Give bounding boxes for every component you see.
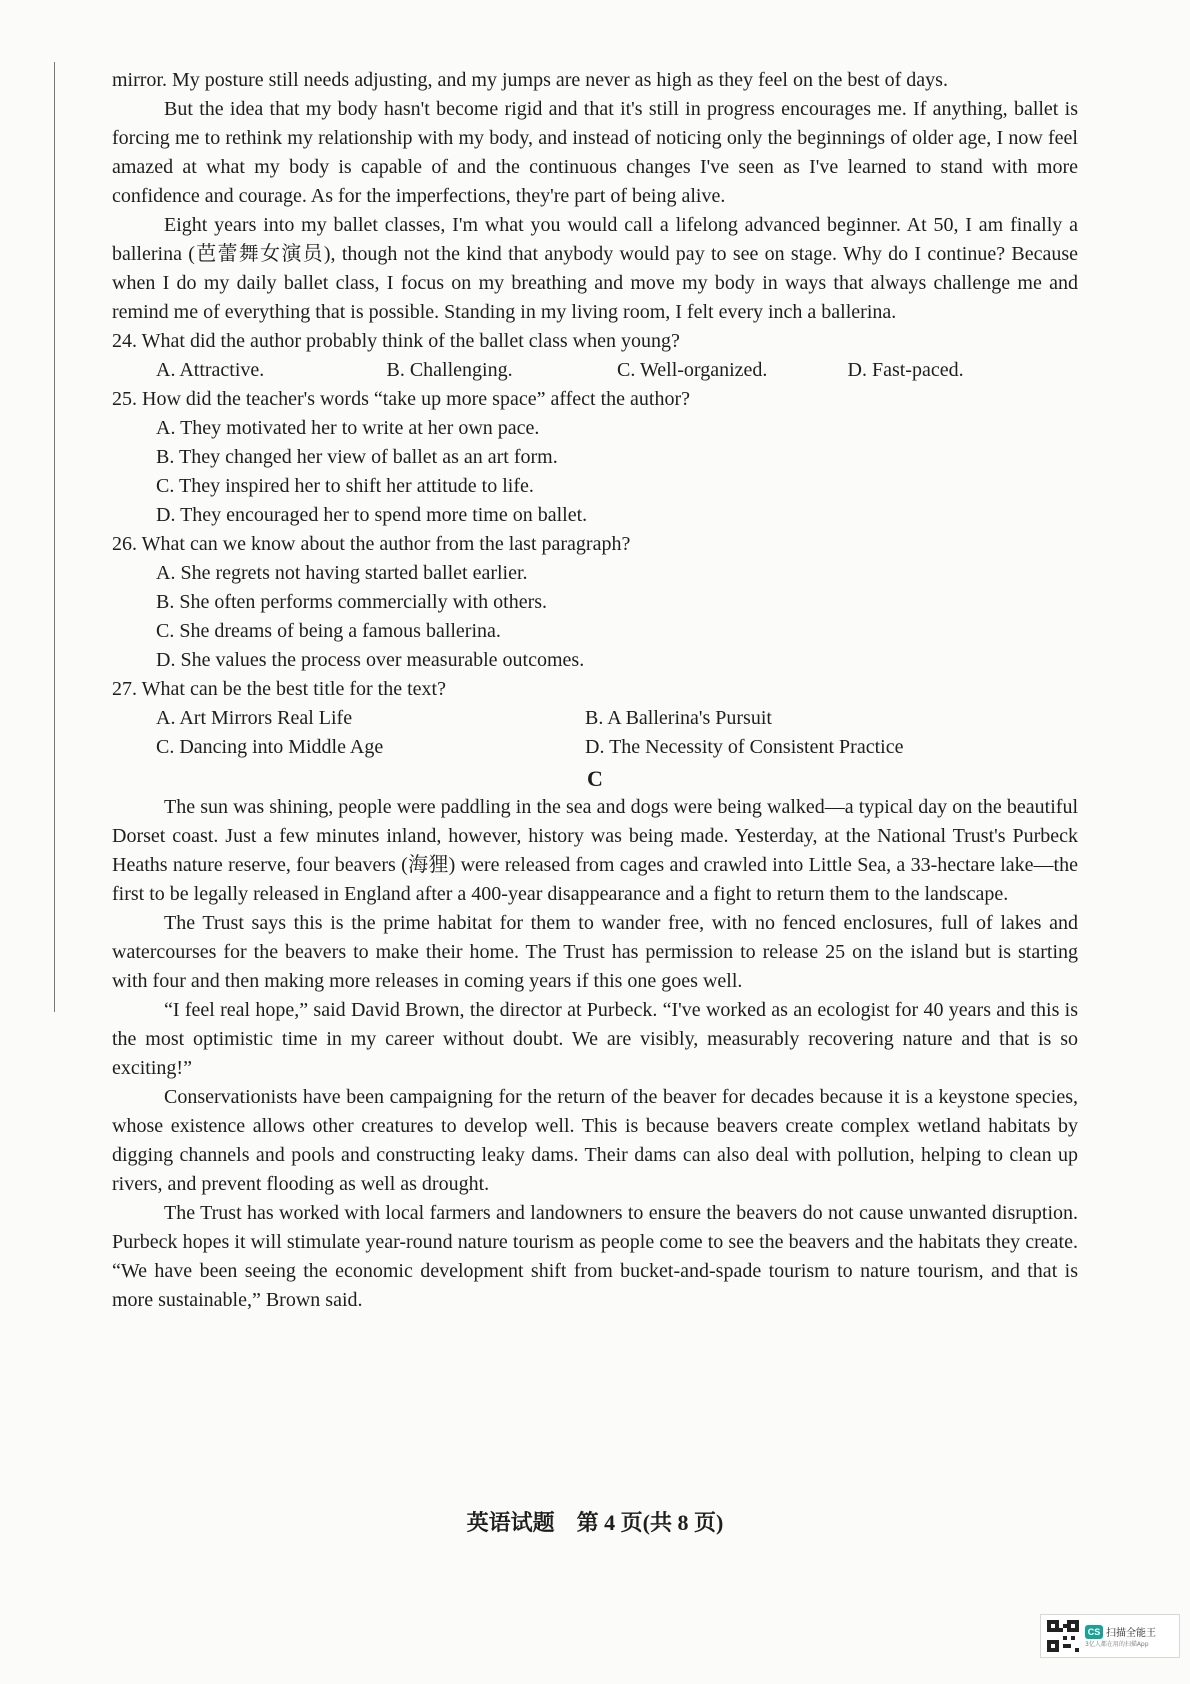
option: C. Well-organized.: [617, 359, 768, 381]
scanner-brand: [1085, 1624, 1156, 1648]
option: A. Art Mirrors Real Life: [156, 707, 353, 729]
option: B. Challenging.: [386, 359, 513, 381]
scanner-watermark: [1040, 1614, 1180, 1658]
page-content: [112, 66, 1078, 1315]
question-24-stem: 24. What did the author probably think of the ballet class when young?: [112, 330, 680, 352]
passage-b-paragraph: But the idea that my body hasn't become rigid and that it's still in progress encourages me. If anything, ballet is forcing me to rethink my relationship with my body, and instead of noticing only the beginnings of older age, I now feel amazed at what my body is capable of and the continuous changes I've seen as I've learned to stand with more confidence and courage. As for the imperfections, they're part of being alive.: [112, 98, 1078, 207]
passage-c-paragraph: The Trust has worked with local farmers and landowners to ensure the beavers do not cause unwanted disruption. Purbeck hopes it will stimulate year-round nature tourism as people come to see the beavers and the habitats they create. “We have been seeing the economic development shift from bucket-and-spade tourism to nature tourism, and that is more sustainable,” Brown said.: [112, 1202, 1078, 1311]
question-27-options: [156, 704, 1078, 733]
question-24-options: [156, 356, 1078, 385]
passage-b-paragraph: Eight years into my ballet classes, I'm what you would call a lifelong advanced beginner. At 50, I am finally a ballerina (芭蕾舞女演员), though not the kind that anybody would pay to see on stage. Why do I continue? Because when I do my daily ballet class, I focus on my breathing and move my body in ways that always challenge me and remind me of everything that is possible. Standing in my living room, I felt every inch a ballerina.: [112, 214, 1078, 323]
option: C. Dancing into Middle Age: [156, 736, 384, 758]
option: D. The Necessity of Consistent Practice: [585, 736, 904, 758]
option: B. A Ballerina's Pursuit: [585, 707, 772, 729]
passage-b-paragraph: mirror. My posture still needs adjusting, and my jumps are never as high as they feel on the best of days.: [112, 69, 948, 91]
qr-code-icon: [1047, 1620, 1079, 1652]
passage-c-paragraph: “I feel real hope,” said David Brown, the director at Purbeck. “I've worked as an ecologist for 40 years and this is the most optimistic time in my career without doubt. We are visibly, measurably recovering nature and that is so exciting!”: [112, 999, 1078, 1079]
option: B. They changed her view of ballet as an art form.: [156, 446, 558, 468]
option: C. They inspired her to shift her attitude to life.: [156, 475, 534, 497]
passage-c-paragraph: The Trust says this is the prime habitat for them to wander free, with no fenced enclosures, full of lakes and watercourses for the beavers to make their home. The Trust has permission to release 25 on the island but is starting with four and then making more releases in coming years if this one goes well.: [112, 912, 1078, 992]
question-27-options: [156, 733, 1078, 762]
scanner-name: 扫描全能王: [1106, 1628, 1156, 1639]
scanner-tagline: 3亿人都在用的扫描App: [1085, 1641, 1149, 1648]
cs-badge: CS: [1085, 1625, 1103, 1639]
section-heading: C: [587, 766, 603, 791]
option: D. They encouraged her to spend more time on ballet.: [156, 504, 588, 526]
passage-c-paragraph: The sun was shining, people were paddling in the sea and dogs were being walked—a typical day on the beautiful Dorset coast. Just a few minutes inland, however, history was being made. Yesterday, at the National Trust's Purbeck Heaths nature reserve, four beavers (海狸) were released from cages and crawled into Little Sea, a 33-hectare lake—the first to be legally released in England after a 400-year disappearance and a fight to return them to the landscape.: [112, 796, 1078, 905]
question-27-stem: 27. What can be the best title for the text?: [112, 678, 446, 700]
question-26-stem: 26. What can we know about the author from the last paragraph?: [112, 533, 631, 555]
option: D. Fast-paced.: [847, 359, 964, 381]
option: D. She values the process over measurable outcomes.: [156, 649, 585, 671]
option: A. Attractive.: [156, 359, 265, 381]
option: A. She regrets not having started ballet earlier.: [156, 562, 528, 584]
page-footer: 英语试题 第 4 页(共 8 页): [466, 1510, 724, 1535]
question-25-stem: 25. How did the teacher's words “take up more space” affect the author?: [112, 388, 690, 410]
page-margin-line: [54, 62, 55, 1012]
passage-c-paragraph: Conservationists have been campaigning for the return of the beaver for decades because it is a keystone species, whose existence allows other creatures to develop well. This is because beavers create complex wetland habitats by digging channels and pools and constructing leaky dams. Their dams can also deal with pollution, helping to clean up rivers, and prevent flooding as well as drought.: [112, 1086, 1078, 1195]
option: A. They motivated her to write at her own pace.: [156, 417, 540, 439]
option: C. She dreams of being a famous ballerina.: [156, 620, 501, 642]
option: B. She often performs commercially with others.: [156, 591, 548, 613]
